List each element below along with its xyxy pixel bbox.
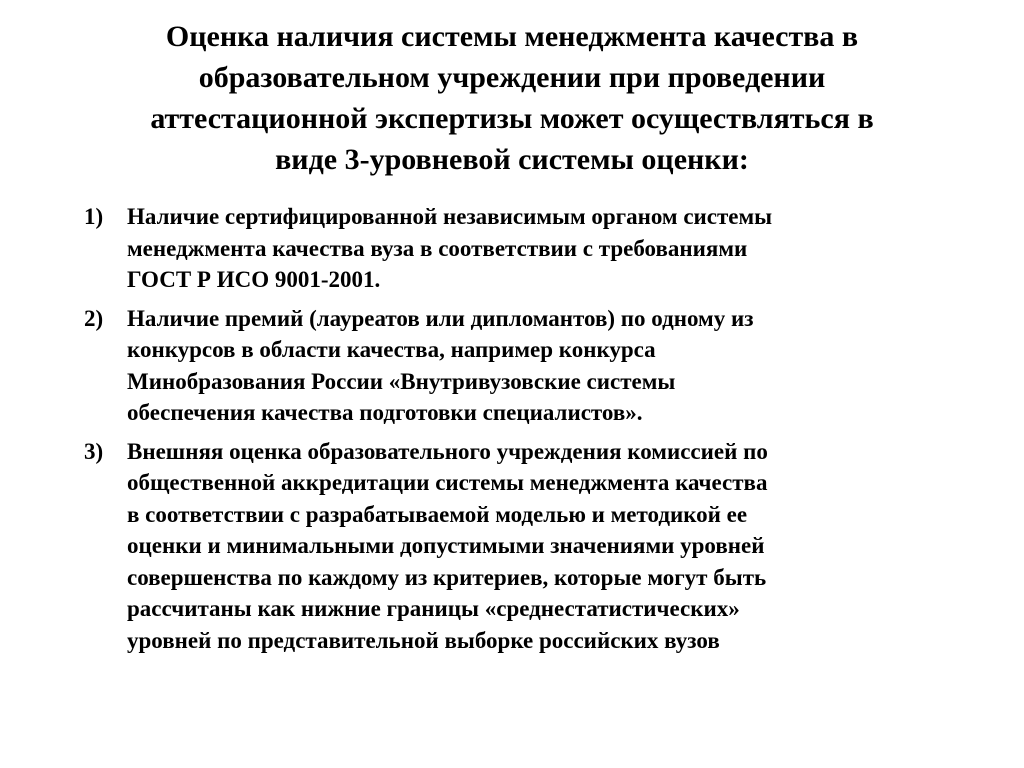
list-item-line: общественной аккредитации системы менеджмента качества [127, 470, 768, 495]
title-line: виде 3-уровневой системы оценки: [275, 143, 749, 176]
list-item-line: Наличие премий (лауреатов или дипломантов) по одному из [127, 305, 754, 331]
list-item-line: совершенства по каждому из критериев, которые могут быть [127, 564, 767, 590]
list-item [84, 201, 944, 296]
list-item-line: оценки и минимальными допустимыми значениями уровней [127, 533, 765, 558]
list-item-line: Внешняя оценка образовательного учреждения комиссией по [127, 438, 768, 464]
list-item-line: Наличие сертифицированной независимым органом системы [127, 204, 773, 229]
list-item-number: 2) [84, 305, 104, 331]
list-item-line: Минобразования России «Внутривузовские системы [127, 368, 676, 394]
list-item-line: менеджмента качества вуза в соответствии с требованиями [127, 235, 748, 261]
list-item-line: конкурсов в области качества, например конкурса [127, 337, 656, 362]
numbered-list [84, 201, 944, 663]
list-item-line: в соответствии с разрабатываемой моделью и методикой ее [127, 501, 748, 527]
list-item [84, 436, 944, 657]
title-line: образовательном учреждении при проведении [198, 61, 826, 94]
list-item-line: рассчитаны как нижние границы «среднестатистических» [127, 596, 740, 621]
list-item-line: уровней по представительной выборке российских вузов [127, 627, 720, 653]
list-item-number: 1) [84, 204, 104, 229]
list-item-line: ГОСТ Р ИСО 9001-2001. [127, 267, 381, 292]
title-line: аттестационной экспертизы может осуществляться в [150, 102, 874, 135]
slide-title [60, 16, 964, 180]
title-line: Оценка наличия системы менеджмента качества в [165, 20, 859, 53]
list-item-number: 3) [84, 438, 104, 464]
list-item [84, 303, 944, 429]
list-item-line: обеспечения качества подготовки специалистов». [127, 400, 643, 425]
